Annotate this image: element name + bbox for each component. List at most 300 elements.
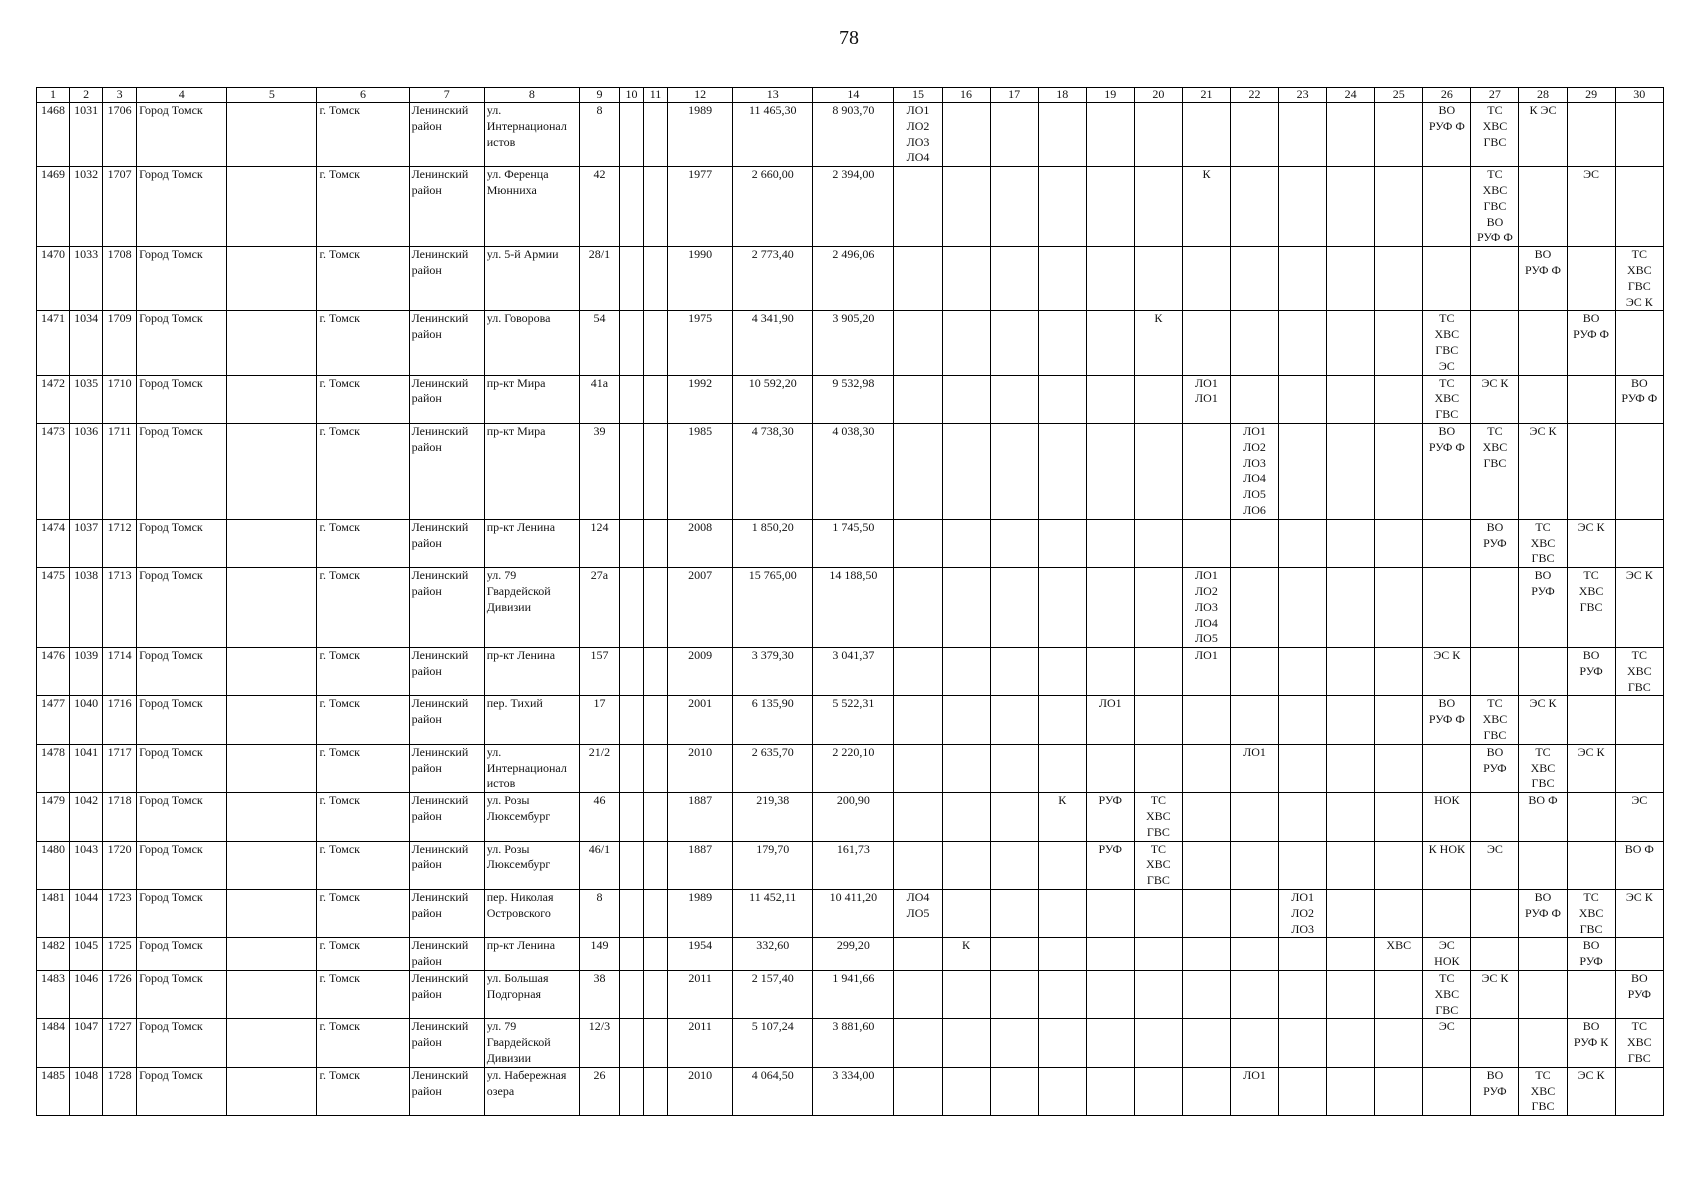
cell-col-6: г. Томск — [317, 167, 409, 247]
cell-col-12: 1975 — [668, 311, 733, 375]
cell-col-20 — [1134, 1019, 1182, 1067]
cell-col-2: 1031 — [70, 103, 103, 167]
cell-col-5 — [227, 375, 317, 423]
cell-col-24 — [1327, 890, 1375, 938]
cell-col-22 — [1230, 103, 1278, 167]
cell-col-26: ЭС НОК — [1423, 938, 1471, 971]
cell-col-18 — [1038, 890, 1086, 938]
cell-col-3: 1713 — [103, 568, 137, 648]
cell-col-14: 200,90 — [813, 793, 894, 841]
cell-col-23 — [1279, 1019, 1327, 1067]
cell-col-25 — [1375, 793, 1423, 841]
cell-col-6: г. Томск — [317, 890, 409, 938]
cell-col-12: 2008 — [668, 519, 733, 567]
cell-col-14: 161,73 — [813, 841, 894, 889]
cell-col-14: 5 522,31 — [813, 696, 894, 744]
cell-col-28: ЭС К — [1519, 696, 1567, 744]
cell-col-5 — [227, 938, 317, 971]
cell-col-27 — [1471, 311, 1519, 375]
cell-col-4: Город Томск — [137, 1067, 227, 1115]
cell-col-12: 1989 — [668, 103, 733, 167]
cell-col-14: 10 411,20 — [813, 890, 894, 938]
cell-col-4: Город Томск — [137, 247, 227, 311]
cell-col-27: ВО РУФ — [1471, 1067, 1519, 1115]
cell-col-10 — [619, 247, 643, 311]
cell-col-21 — [1182, 841, 1230, 889]
cell-col-5 — [227, 793, 317, 841]
cell-col-26: ТС ХВС ГВС ЭС — [1423, 311, 1471, 375]
cell-col-18 — [1038, 103, 1086, 167]
cell-col-4: Город Томск — [137, 423, 227, 519]
table-row — [37, 648, 1664, 696]
cell-col-5 — [227, 841, 317, 889]
cell-col-8: пер. Николая Островского — [484, 890, 579, 938]
cell-col-5 — [227, 890, 317, 938]
cell-col-2: 1033 — [70, 247, 103, 311]
cell-col-3: 1706 — [103, 103, 137, 167]
cell-col-3: 1708 — [103, 247, 137, 311]
cell-col-30 — [1615, 167, 1663, 247]
cell-col-17 — [990, 938, 1038, 971]
cell-col-18 — [1038, 971, 1086, 1019]
cell-col-11 — [644, 696, 668, 744]
cell-col-28: ЭС К — [1519, 423, 1567, 519]
cell-col-15 — [894, 793, 942, 841]
cell-col-9: 12/3 — [579, 1019, 619, 1067]
table-row — [37, 167, 1664, 247]
cell-col-24 — [1327, 793, 1375, 841]
cell-col-3: 1727 — [103, 1019, 137, 1067]
cell-col-22 — [1230, 793, 1278, 841]
cell-col-14: 14 188,50 — [813, 568, 894, 648]
cell-col-27: ЭС К — [1471, 375, 1519, 423]
cell-col-29 — [1567, 696, 1615, 744]
cell-col-4: Город Томск — [137, 938, 227, 971]
column-header-7: 7 — [409, 88, 484, 103]
cell-col-16 — [942, 793, 990, 841]
cell-col-7: Ленинский район — [409, 841, 484, 889]
cell-col-9: 21/2 — [579, 744, 619, 792]
cell-col-28: ВО РУФ Ф — [1519, 890, 1567, 938]
cell-col-14: 3 334,00 — [813, 1067, 894, 1115]
cell-col-30 — [1615, 519, 1663, 567]
cell-col-16 — [942, 167, 990, 247]
cell-col-16 — [942, 568, 990, 648]
cell-col-26 — [1423, 247, 1471, 311]
cell-col-2: 1040 — [70, 696, 103, 744]
column-header-3: 3 — [103, 88, 137, 103]
cell-col-9: 8 — [579, 890, 619, 938]
cell-col-2: 1045 — [70, 938, 103, 971]
cell-col-22 — [1230, 648, 1278, 696]
cell-col-9: 124 — [579, 519, 619, 567]
cell-col-23 — [1279, 1067, 1327, 1115]
cell-col-22 — [1230, 568, 1278, 648]
cell-col-5 — [227, 167, 317, 247]
cell-col-29: ВО РУФ Ф — [1567, 311, 1615, 375]
cell-col-12: 1989 — [668, 890, 733, 938]
cell-col-19 — [1086, 938, 1134, 971]
cell-col-20 — [1134, 519, 1182, 567]
cell-col-18 — [1038, 423, 1086, 519]
cell-col-27 — [1471, 1019, 1519, 1067]
cell-col-20: К — [1134, 311, 1182, 375]
cell-col-3: 1714 — [103, 648, 137, 696]
cell-col-5 — [227, 648, 317, 696]
cell-col-15 — [894, 696, 942, 744]
cell-col-20 — [1134, 568, 1182, 648]
cell-col-8: ул. Розы Люксембург — [484, 793, 579, 841]
cell-col-12: 1992 — [668, 375, 733, 423]
cell-col-29: ЭС К — [1567, 519, 1615, 567]
cell-col-13: 2 660,00 — [733, 167, 813, 247]
cell-col-26 — [1423, 167, 1471, 247]
cell-col-13: 219,38 — [733, 793, 813, 841]
cell-col-25 — [1375, 744, 1423, 792]
cell-col-8: ул. Розы Люксембург — [484, 841, 579, 889]
cell-col-26: ВО РУФ Ф — [1423, 696, 1471, 744]
cell-col-9: 42 — [579, 167, 619, 247]
cell-col-3: 1707 — [103, 167, 137, 247]
table-row — [37, 568, 1664, 648]
cell-col-29 — [1567, 423, 1615, 519]
cell-col-20 — [1134, 423, 1182, 519]
cell-col-9: 46/1 — [579, 841, 619, 889]
cell-col-27 — [1471, 890, 1519, 938]
cell-col-20: ТС ХВС ГВС — [1134, 841, 1182, 889]
cell-col-22 — [1230, 971, 1278, 1019]
cell-col-24 — [1327, 423, 1375, 519]
cell-col-28 — [1519, 971, 1567, 1019]
cell-col-11 — [644, 568, 668, 648]
cell-col-7: Ленинский район — [409, 423, 484, 519]
cell-col-4: Город Томск — [137, 311, 227, 375]
cell-col-17 — [990, 167, 1038, 247]
cell-col-24 — [1327, 696, 1375, 744]
cell-col-22 — [1230, 841, 1278, 889]
cell-col-5 — [227, 1019, 317, 1067]
cell-col-28: ТС ХВС ГВС — [1519, 744, 1567, 792]
cell-col-21: ЛО1 — [1182, 648, 1230, 696]
cell-col-10 — [619, 375, 643, 423]
cell-col-7: Ленинский район — [409, 519, 484, 567]
cell-col-26: ЭС К — [1423, 648, 1471, 696]
column-header-13: 13 — [733, 88, 813, 103]
cell-col-30: ЭС — [1615, 793, 1663, 841]
cell-col-22 — [1230, 247, 1278, 311]
column-header-19: 19 — [1086, 88, 1134, 103]
cell-col-30 — [1615, 103, 1663, 167]
cell-col-18 — [1038, 938, 1086, 971]
cell-col-21 — [1182, 744, 1230, 792]
cell-col-20 — [1134, 375, 1182, 423]
cell-col-2: 1047 — [70, 1019, 103, 1067]
cell-col-18 — [1038, 1019, 1086, 1067]
cell-col-13: 11 452,11 — [733, 890, 813, 938]
cell-col-1: 1472 — [37, 375, 70, 423]
table-row — [37, 1067, 1664, 1115]
cell-col-3: 1723 — [103, 890, 137, 938]
cell-col-25 — [1375, 519, 1423, 567]
cell-col-12: 1887 — [668, 841, 733, 889]
cell-col-1: 1479 — [37, 793, 70, 841]
cell-col-12: 2001 — [668, 696, 733, 744]
cell-col-20 — [1134, 696, 1182, 744]
cell-col-8: ул. Интернационал истов — [484, 744, 579, 792]
cell-col-10 — [619, 519, 643, 567]
cell-col-4: Город Томск — [137, 971, 227, 1019]
table-row — [37, 696, 1664, 744]
cell-col-7: Ленинский район — [409, 890, 484, 938]
cell-col-29: ТС ХВС ГВС — [1567, 890, 1615, 938]
cell-col-25 — [1375, 1067, 1423, 1115]
cell-col-1: 1481 — [37, 890, 70, 938]
cell-col-2: 1032 — [70, 167, 103, 247]
cell-col-20 — [1134, 1067, 1182, 1115]
cell-col-26 — [1423, 890, 1471, 938]
cell-col-4: Город Томск — [137, 744, 227, 792]
column-header-9: 9 — [579, 88, 619, 103]
cell-col-21 — [1182, 423, 1230, 519]
cell-col-26: ВО РУФ Ф — [1423, 103, 1471, 167]
cell-col-2: 1043 — [70, 841, 103, 889]
cell-col-9: 54 — [579, 311, 619, 375]
cell-col-1: 1482 — [37, 938, 70, 971]
cell-col-11 — [644, 1019, 668, 1067]
cell-col-20: ТС ХВС ГВС — [1134, 793, 1182, 841]
cell-col-7: Ленинский район — [409, 648, 484, 696]
cell-col-11 — [644, 890, 668, 938]
cell-col-10 — [619, 841, 643, 889]
cell-col-17 — [990, 744, 1038, 792]
cell-col-12: 1985 — [668, 423, 733, 519]
column-header-27: 27 — [1471, 88, 1519, 103]
cell-col-12: 2009 — [668, 648, 733, 696]
cell-col-4: Город Томск — [137, 841, 227, 889]
cell-col-11 — [644, 1067, 668, 1115]
table-row — [37, 423, 1664, 519]
cell-col-27: ТС ХВС ГВС — [1471, 696, 1519, 744]
cell-col-17 — [990, 841, 1038, 889]
cell-col-28 — [1519, 167, 1567, 247]
cell-col-19 — [1086, 1067, 1134, 1115]
cell-col-14: 2 496,06 — [813, 247, 894, 311]
cell-col-15 — [894, 648, 942, 696]
cell-col-16 — [942, 1019, 990, 1067]
cell-col-21 — [1182, 1067, 1230, 1115]
cell-col-6: г. Томск — [317, 1019, 409, 1067]
cell-col-6: г. Томск — [317, 648, 409, 696]
cell-col-11 — [644, 971, 668, 1019]
cell-col-24 — [1327, 938, 1375, 971]
cell-col-22: ЛО1 — [1230, 744, 1278, 792]
cell-col-4: Город Томск — [137, 793, 227, 841]
cell-col-7: Ленинский район — [409, 568, 484, 648]
cell-col-12: 1954 — [668, 938, 733, 971]
cell-col-24 — [1327, 375, 1375, 423]
table-row — [37, 890, 1664, 938]
cell-col-18 — [1038, 841, 1086, 889]
cell-col-20 — [1134, 938, 1182, 971]
cell-col-23 — [1279, 519, 1327, 567]
cell-col-16 — [942, 1067, 990, 1115]
cell-col-15 — [894, 568, 942, 648]
cell-col-7: Ленинский район — [409, 744, 484, 792]
cell-col-17 — [990, 1019, 1038, 1067]
cell-col-13: 4 738,30 — [733, 423, 813, 519]
cell-col-15 — [894, 423, 942, 519]
cell-col-30: ЭС К — [1615, 568, 1663, 648]
cell-col-22 — [1230, 311, 1278, 375]
cell-col-28 — [1519, 375, 1567, 423]
table-row — [37, 744, 1664, 792]
cell-col-10 — [619, 423, 643, 519]
cell-col-8: ул. Ференца Мюнниха — [484, 167, 579, 247]
table-row — [37, 971, 1664, 1019]
cell-col-7: Ленинский район — [409, 167, 484, 247]
cell-col-18 — [1038, 696, 1086, 744]
cell-col-21 — [1182, 890, 1230, 938]
cell-col-2: 1036 — [70, 423, 103, 519]
cell-col-29 — [1567, 375, 1615, 423]
cell-col-19 — [1086, 167, 1134, 247]
cell-col-19 — [1086, 103, 1134, 167]
cell-col-2: 1038 — [70, 568, 103, 648]
cell-col-7: Ленинский район — [409, 1067, 484, 1115]
cell-col-21 — [1182, 793, 1230, 841]
cell-col-13: 3 379,30 — [733, 648, 813, 696]
cell-col-15: ЛО4 ЛО5 — [894, 890, 942, 938]
cell-col-22 — [1230, 1019, 1278, 1067]
cell-col-26: ВО РУФ Ф — [1423, 423, 1471, 519]
cell-col-2: 1046 — [70, 971, 103, 1019]
cell-col-19 — [1086, 890, 1134, 938]
cell-col-18 — [1038, 247, 1086, 311]
cell-col-26: НОК — [1423, 793, 1471, 841]
column-header-8: 8 — [484, 88, 579, 103]
cell-col-5 — [227, 519, 317, 567]
cell-col-15 — [894, 247, 942, 311]
cell-col-13: 332,60 — [733, 938, 813, 971]
cell-col-24 — [1327, 103, 1375, 167]
cell-col-12: 1977 — [668, 167, 733, 247]
table-row — [37, 311, 1664, 375]
cell-col-24 — [1327, 568, 1375, 648]
cell-col-24 — [1327, 167, 1375, 247]
cell-col-27 — [1471, 648, 1519, 696]
cell-col-23 — [1279, 971, 1327, 1019]
cell-col-6: г. Томск — [317, 568, 409, 648]
cell-col-7: Ленинский район — [409, 1019, 484, 1067]
cell-col-4: Город Томск — [137, 890, 227, 938]
cell-col-28 — [1519, 311, 1567, 375]
cell-col-3: 1712 — [103, 519, 137, 567]
table-row — [37, 103, 1664, 167]
cell-col-27: ТС ХВС ГВС ВО РУФ Ф — [1471, 167, 1519, 247]
cell-col-11 — [644, 938, 668, 971]
cell-col-16 — [942, 890, 990, 938]
cell-col-18: К — [1038, 793, 1086, 841]
cell-col-20 — [1134, 648, 1182, 696]
cell-col-25 — [1375, 167, 1423, 247]
cell-col-26 — [1423, 519, 1471, 567]
table-row — [37, 247, 1664, 311]
cell-col-27: ЭС К — [1471, 971, 1519, 1019]
cell-col-25 — [1375, 247, 1423, 311]
cell-col-20 — [1134, 744, 1182, 792]
cell-col-12: 2007 — [668, 568, 733, 648]
table-row — [37, 793, 1664, 841]
cell-col-3: 1717 — [103, 744, 137, 792]
cell-col-26 — [1423, 568, 1471, 648]
cell-col-4: Город Томск — [137, 1019, 227, 1067]
cell-col-24 — [1327, 519, 1375, 567]
cell-col-17 — [990, 311, 1038, 375]
column-header-28: 28 — [1519, 88, 1567, 103]
cell-col-9: 39 — [579, 423, 619, 519]
cell-col-11 — [644, 247, 668, 311]
column-header-23: 23 — [1279, 88, 1327, 103]
cell-col-22 — [1230, 519, 1278, 567]
cell-col-1: 1474 — [37, 519, 70, 567]
cell-col-5 — [227, 423, 317, 519]
cell-col-17 — [990, 375, 1038, 423]
cell-col-23 — [1279, 938, 1327, 971]
cell-col-29 — [1567, 793, 1615, 841]
cell-col-25 — [1375, 1019, 1423, 1067]
cell-col-19: ЛО1 — [1086, 696, 1134, 744]
cell-col-11 — [644, 793, 668, 841]
cell-col-23 — [1279, 696, 1327, 744]
cell-col-9: 149 — [579, 938, 619, 971]
cell-col-6: г. Томск — [317, 375, 409, 423]
cell-col-6: г. Томск — [317, 423, 409, 519]
cell-col-3: 1725 — [103, 938, 137, 971]
cell-col-4: Город Томск — [137, 519, 227, 567]
cell-col-10 — [619, 793, 643, 841]
cell-col-19 — [1086, 744, 1134, 792]
cell-col-21 — [1182, 103, 1230, 167]
cell-col-30: ВО РУФ Ф — [1615, 375, 1663, 423]
cell-col-16 — [942, 375, 990, 423]
cell-col-14: 8 903,70 — [813, 103, 894, 167]
cell-col-2: 1048 — [70, 1067, 103, 1115]
column-header-12: 12 — [668, 88, 733, 103]
cell-col-24 — [1327, 648, 1375, 696]
cell-col-3: 1726 — [103, 971, 137, 1019]
cell-col-4: Город Томск — [137, 375, 227, 423]
cell-col-9: 8 — [579, 103, 619, 167]
cell-col-4: Город Томск — [137, 103, 227, 167]
table-row — [37, 375, 1664, 423]
cell-col-22: ЛО1 ЛО2 ЛО3 ЛО4 ЛО5 ЛО6 — [1230, 423, 1278, 519]
cell-col-9: 17 — [579, 696, 619, 744]
cell-col-5 — [227, 103, 317, 167]
cell-col-17 — [990, 568, 1038, 648]
cell-col-2: 1035 — [70, 375, 103, 423]
cell-col-29 — [1567, 247, 1615, 311]
cell-col-1: 1469 — [37, 167, 70, 247]
cell-col-9: 27а — [579, 568, 619, 648]
cell-col-11 — [644, 167, 668, 247]
cell-col-14: 299,20 — [813, 938, 894, 971]
cell-col-8: пер. Тихий — [484, 696, 579, 744]
cell-col-22 — [1230, 375, 1278, 423]
cell-col-29: ЭС К — [1567, 1067, 1615, 1115]
cell-col-18 — [1038, 648, 1086, 696]
cell-col-22 — [1230, 938, 1278, 971]
cell-col-15 — [894, 938, 942, 971]
